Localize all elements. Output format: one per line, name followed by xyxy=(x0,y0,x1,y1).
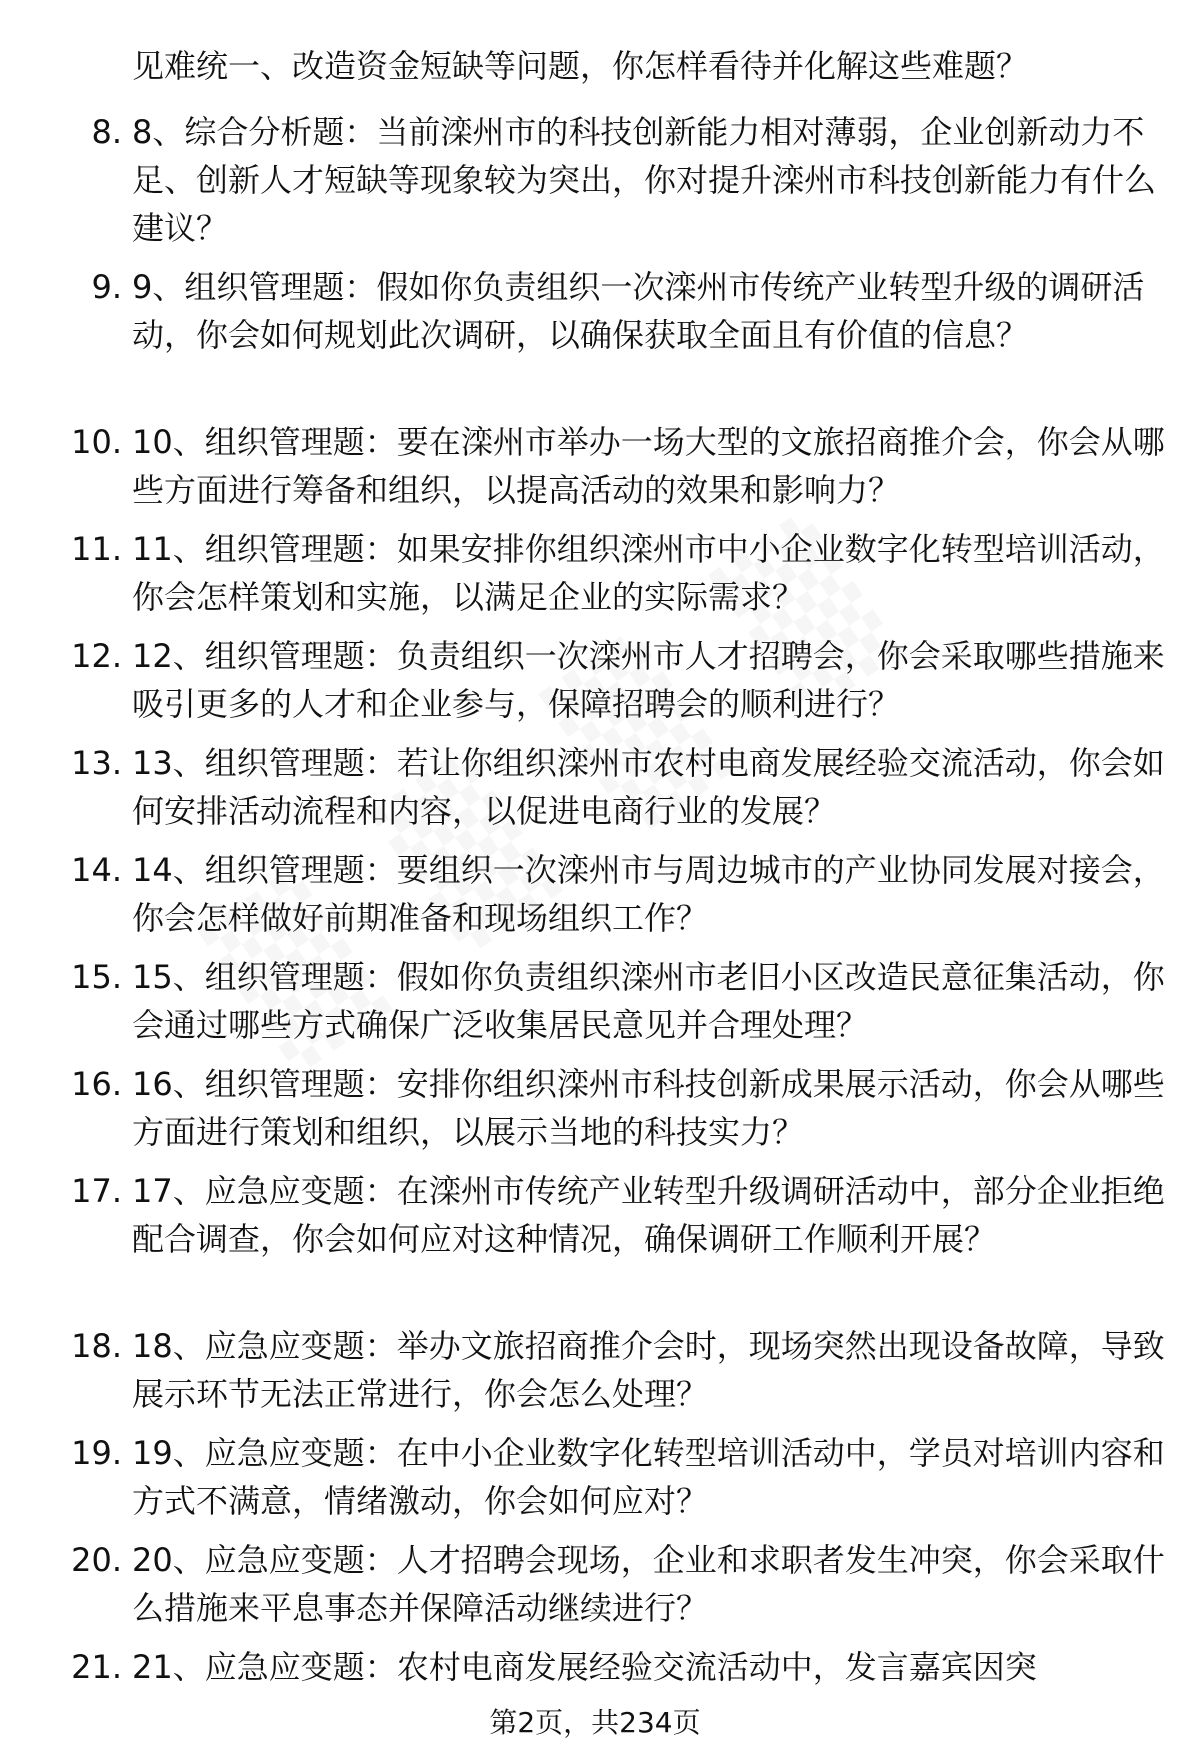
list-item-text: 17、应急应变题：在滦州市传统产业转型升级调研活动中，部分企业拒绝配合调查，你会如何应对这种情况，确保调研工作顺利开展？ xyxy=(132,1172,1165,1258)
list-item-text: 20、应急应变题：人才招聘会现场，企业和求职者发生冲突，你会采取什么措施来平息事态并保障活动继续进行？ xyxy=(132,1541,1165,1627)
list-item-text: 8、综合分析题：当前滦州市的科技创新能力相对薄弱，企业创新动力不足、创新人才短缺等现象较为突出，你对提升滦州市科技创新能力有什么建议？ xyxy=(132,113,1157,247)
list-item-number: 13. xyxy=(71,744,122,782)
list-item-number: 11. xyxy=(71,530,122,568)
list-item-number: 12. xyxy=(71,637,122,675)
list-item-text: 18、应急应变题：举办文旅招商推介会时，现场突然出现设备故障，导致展示环节无法正常进行，你会怎么处理？ xyxy=(132,1327,1165,1413)
list-item-number: 14. xyxy=(71,851,122,889)
continuation-text: 见难统一、改造资金短缺等问题，你怎样看待并化解这些难题？ xyxy=(132,47,1029,85)
list-item-number: 16. xyxy=(71,1065,122,1103)
list-item-text: 14、组织管理题：要组织一次滦州市与周边城市的产业协同发展对接会，你会怎样做好前期准备和现场组织工作？ xyxy=(132,851,1165,937)
list-item-text: 19、应急应变题：在中小企业数字化转型培训活动中，学员对培训内容和方式不满意，情绪激动，你会如何应对？ xyxy=(132,1434,1165,1520)
list-item-text: 21、应急应变题：农村电商发展经验交流活动中，发言嘉宾因突 xyxy=(132,1648,1037,1686)
list-item-number: 21. xyxy=(71,1648,122,1686)
list-item-number: 9. xyxy=(91,268,122,306)
list-item-number: 17. xyxy=(71,1172,122,1210)
list-item-number: 15. xyxy=(71,958,122,996)
list-item-text: 13、组织管理题：若让你组织滦州市农村电商发展经验交流活动，你会如何安排活动流程和内容，以促进电商行业的发展？ xyxy=(132,744,1165,830)
list-item-number: 20. xyxy=(71,1541,122,1579)
page-footer: 第2页，共234页 xyxy=(489,1706,701,1739)
list-item-number: 19. xyxy=(71,1434,122,1472)
list-item-number: 10. xyxy=(71,423,122,461)
list-item-text: 16、组织管理题：安排你组织滦州市科技创新成果展示活动，你会从哪些方面进行策划和组织，以展示当地的科技实力？ xyxy=(132,1065,1165,1151)
list-item-number: 8. xyxy=(91,113,122,151)
list-item-text: 11、组织管理题：如果安排你组织滦州市中小企业数字化转型培训活动，你会怎样策划和实施，以满足企业的实际需求？ xyxy=(132,530,1165,616)
list-item-text: 9、组织管理题：假如你负责组织一次滦州市传统产业转型升级的调研活动，你会如何规划此次调研，以确保获取全面且有价值的信息？ xyxy=(132,268,1145,354)
list-item-number: 18. xyxy=(71,1327,122,1365)
list-item-text: 10、组织管理题：要在滦州市举办一场大型的文旅招商推介会，你会从哪些方面进行筹备和组织，以提高活动的效果和影响力？ xyxy=(132,423,1165,509)
list-item-text: 15、组织管理题：假如你负责组织滦州市老旧小区改造民意征集活动，你会通过哪些方式确保广泛收集居民意见并合理处理？ xyxy=(132,958,1165,1044)
list-item-text: 12、组织管理题：负责组织一次滦州市人才招聘会，你会采取哪些措施来吸引更多的人才和企业参与，保障招聘会的顺利进行？ xyxy=(132,637,1165,723)
